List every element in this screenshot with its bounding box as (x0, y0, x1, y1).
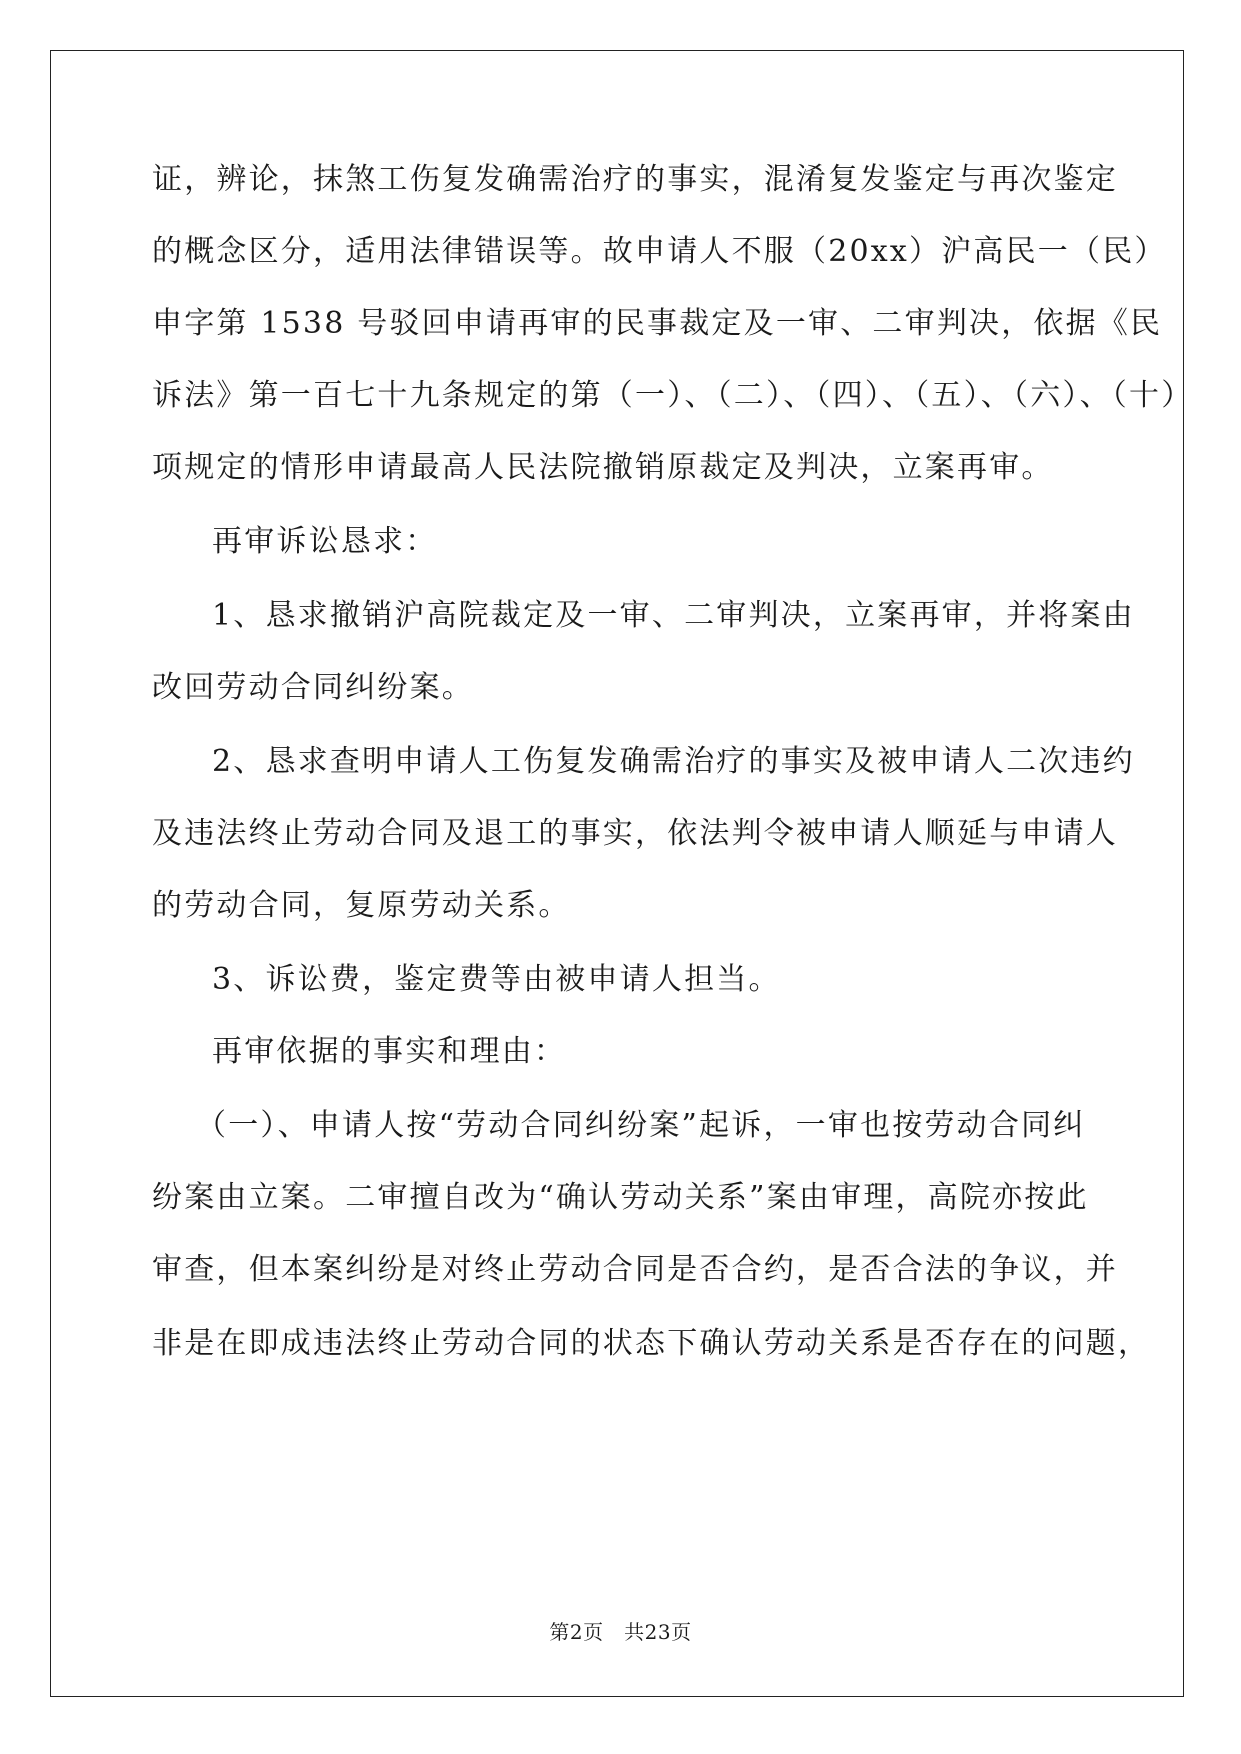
page-number: 第2页 共23页 (549, 1620, 692, 1644)
text-line: 申字第 1538 号驳回申请再审的民事裁定及一审、二审判决，依据《民 (152, 306, 1163, 341)
text-line: 的概念区分，适用法律错误等。故申请人不服（20xx）沪高民一（民） (152, 234, 1167, 269)
text-line: 2、恳求查明申请人工伤复发确需治疗的事实及被申请人二次违约 (212, 744, 1135, 779)
text-line: 及违法终止劳动合同及退工的事实，依法判令被申请人顺延与申请人 (152, 816, 1118, 851)
text-line: （一）、申请人按“劳动合同纠纷案”起诉，一审也按劳动合同纠 (196, 1108, 1086, 1143)
page-border (50, 50, 1184, 1697)
text-line: 改回劳动合同纠纷案。 (152, 670, 474, 705)
text-line: 的劳动合同，复原劳动关系。 (152, 888, 571, 923)
text-line: 审查，但本案纠纷是对终止劳动合同是否合约，是否合法的争议，并 (152, 1252, 1118, 1287)
text-line: 证，辨论，抹煞工伤复发确需治疗的事实，混淆复发鉴定与再次鉴定 (152, 162, 1118, 197)
text-line: 3、诉讼费，鉴定费等由被申请人担当。 (212, 962, 781, 997)
text-line: 诉法》第一百七十九条规定的第（一）、（二）、（四）、（五）、（六）、（十） (152, 378, 1194, 413)
section-heading: 再审诉讼恳求： (212, 524, 438, 559)
text-line: 1、恳求撤销沪高院裁定及一审、二审判决，立案再审，并将案由 (212, 598, 1135, 633)
section-heading: 再审依据的事实和理由： (212, 1034, 567, 1069)
text-line: 项规定的情形申请最高人民法院撤销原裁定及判决，立案再审。 (152, 450, 1054, 485)
text-line: 纷案由立案。二审擅自改为“确认劳动关系”案由审理，高院亦按此 (152, 1180, 1089, 1215)
text-line: 非是在即成违法终止劳动合同的状态下确认劳动关系是否存在的问题， (152, 1326, 1151, 1361)
